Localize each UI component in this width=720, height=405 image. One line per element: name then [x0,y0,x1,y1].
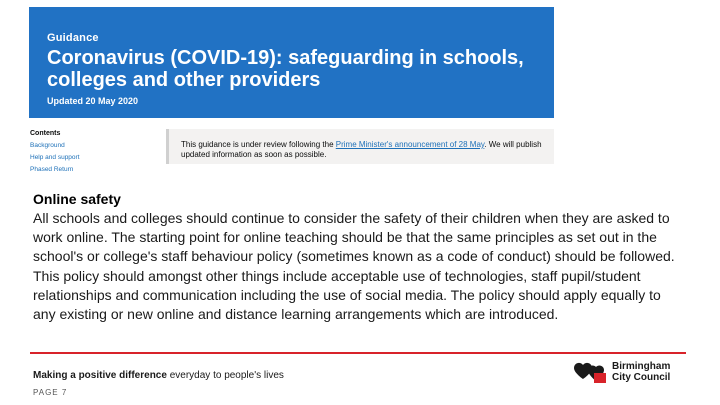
notice-border [166,129,169,164]
contents-link-phased-return[interactable]: Phased Return [30,166,74,173]
contents-link-background[interactable]: Background [30,142,65,149]
notice-prefix: This guidance is under review following the [181,140,336,149]
birmingham-city-council-logo [572,358,692,386]
logo-line-2: City Council [612,372,671,383]
updated-date: Updated 20 May 2020 [47,96,139,106]
tagline-rest: everyday to people's lives [166,370,284,381]
tagline-bold: Making a positive difference [33,370,167,381]
body-paragraph: All schools and colleges should continue to consider the safety of their children when they are asked to work online. The starting point for online teaching should be that the same principles as set out in the school's or college's staff behaviour policy (sometimes known as a code of conduct) should be followed. This policy should amongst other things include acceptable use of technologies, staff pupil/student relationships and communication including the use of social media. The policy should apply equally to any existing or new online and distance learning arrangements which are introduced. [33,210,675,323]
page-title: Coronavirus (COVID-19): safeguarding in schools, colleges and other providers [47,47,524,91]
council-logo-icon [572,360,608,384]
banner-kicker: Guidance [47,32,99,44]
review-notice [166,129,554,164]
page-number: PAGE 7 [33,388,68,397]
footer-divider [30,352,686,354]
notice-suffix: . We will publish updated information as soon as possible. [181,140,542,159]
notice-text [181,140,551,160]
pm-announcement-link[interactable]: Prime Minister's announcement of 28 May [335,140,485,149]
logo-line-1: Birmingham [612,361,671,372]
contents-heading: Contents [30,130,61,137]
contents-link-help-and-support[interactable]: Help and support [30,154,80,161]
guidance-banner [29,7,554,118]
footer-tagline [33,370,284,381]
contents-nav [30,130,150,176]
logo-wordmark [612,361,670,383]
section-heading: Online safety [33,191,121,207]
